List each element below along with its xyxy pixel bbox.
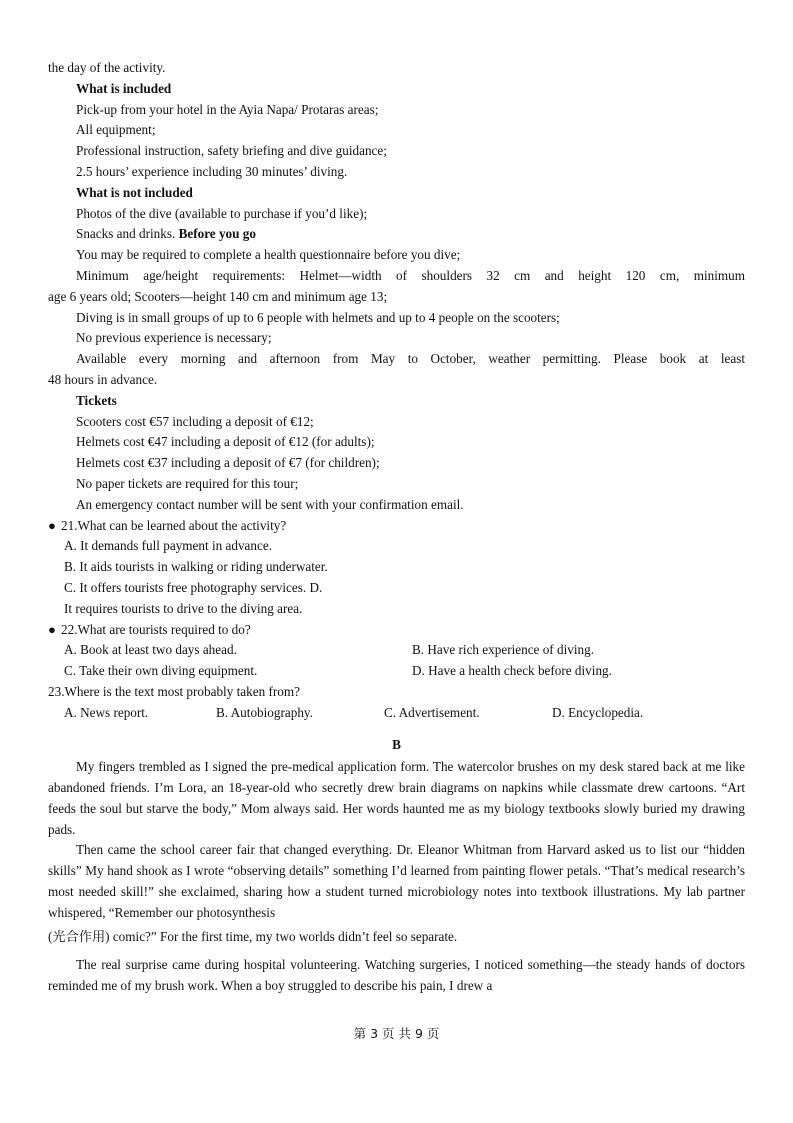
q21-option-d: It requires tourists to drive to the diving area. — [64, 600, 303, 616]
q23-option-d: D. Encyclopedia. — [552, 704, 644, 720]
passage-b-paragraph-1: My fingers trembled as I signed the pre-medical application form. The watercolor brushes on my desk stared back at me like abandoned friends. I’m Lora, an 18-year-old who secretly drew brain diagrams on napkins while classmate drew cartoons. “Art feeds the soul but starve the body,” Mom always said. Her words haunted me as my biology textbooks slowly buried my drawing pads. — [48, 759, 745, 837]
q21-option-c: C. It offers tourists free photography services. D. — [64, 579, 323, 595]
section-b-title: B — [392, 736, 401, 752]
page-footer: 第 3 页 共 9 页 — [353, 1026, 440, 1041]
before-groups: Diving is in small groups of up to 6 people with helmets and up to 4 people on the scooters; — [76, 309, 560, 325]
question-stem: 23.Where is the text most probably taken from? — [48, 683, 300, 699]
not-included-heading: What is not included — [76, 184, 193, 200]
q22-options-row-1 — [48, 640, 745, 661]
before-requirements-cont: age 6 years old; Scooters—height 140 cm and minimum age 13; — [48, 288, 388, 304]
before-availability-cont: 48 hours in advance. — [48, 371, 158, 387]
q23-options-row — [48, 703, 745, 724]
passage-b-paragraph-2-tail: (光合作用) comic?” For the first time, my two worlds didn’t feel so separate. — [48, 928, 458, 944]
before-availability: Available every morning and afternoon from May to October, weather permitting. Please book at least — [76, 351, 745, 367]
question-stem: 22.What are tourists required to do? — [61, 621, 251, 637]
included-item: Professional instruction, safety briefing and dive guidance; — [76, 143, 387, 159]
ticket-item: Helmets cost €47 including a deposit of €12 (for adults); — [76, 434, 375, 450]
question-bullet: ● — [48, 621, 56, 637]
ticket-item: Helmets cost €37 including a deposit of €7 (for children); — [76, 455, 380, 471]
q23-option-c: C. Advertisement. — [384, 704, 480, 720]
included-item: Pick-up from your hotel in the Ayia Napa/ Protaras areas; — [76, 101, 379, 117]
included-item: All equipment; — [76, 122, 156, 138]
not-included-item: Photos of the dive (available to purchase if you’d like); — [76, 205, 368, 221]
q21-option-a: A. It demands full payment in advance. — [64, 538, 273, 554]
included-heading: What is included — [76, 80, 172, 96]
q22-option-b: B. Have rich experience of diving. — [412, 642, 594, 658]
q23-option-a: A. News report. — [64, 704, 149, 720]
q22-option-c: C. Take their own diving equipment. — [64, 663, 258, 679]
question-22 — [48, 620, 745, 641]
q22-option-d: D. Have a health check before diving. — [412, 663, 612, 679]
intro-tail: the day of the activity. — [48, 60, 166, 75]
included-item: 2.5 hours’ experience including 30 minutes’ diving. — [76, 163, 348, 179]
before-questionnaire: You may be required to complete a health questionnaire before you dive; — [76, 247, 461, 263]
before-requirements: Minimum age/height requirements: Helmet—width of shoulders 32 cm and height 120 cm, minimum — [76, 267, 745, 283]
before-experience: No previous experience is necessary; — [76, 330, 272, 346]
passage-b-paragraph-3: The real surprise came during hospital volunteering. Watching surgeries, I noticed something—the steady hands of doctors reminded me of my brush work. When a boy struggled to describe his pain, I drew a — [48, 957, 745, 994]
q22-option-a: A. Book at least two days ahead. — [64, 642, 237, 658]
q22-options-row-2 — [48, 661, 745, 682]
ticket-item: No paper tickets are required for this tour; — [76, 475, 299, 491]
ticket-item: An emergency contact number will be sent with your confirmation email. — [76, 496, 464, 512]
exam-page — [48, 58, 745, 997]
question-stem: 21.What can be learned about the activity? — [61, 517, 287, 533]
not-included-line — [48, 224, 745, 245]
not-included-item: Snacks and drinks. — [76, 226, 176, 242]
question-bullet: ● — [48, 517, 56, 533]
tickets-heading: Tickets — [76, 392, 117, 408]
passage-b-paragraph-2: Then came the school career fair that changed everything. Dr. Eleanor Whitman from Harvard asked us to list our “hidden skills” My hand shook as I wrote “observing details” something I’d learned from painting flower petals. “That’s medical research’s most needed skill!” she exclaimed, sharing how a student turned microbiology notes into textbook illustrations. My lab partner whispered, “Remember our photosynthesis — [48, 842, 745, 920]
before-heading: Before you go — [178, 226, 256, 242]
q23-option-b: B. Autobiography. — [216, 704, 313, 720]
question-23 — [48, 682, 745, 703]
question-21 — [48, 516, 745, 537]
q21-option-b: B. It aids tourists in walking or riding underwater. — [64, 559, 328, 575]
ticket-item: Scooters cost €57 including a deposit of €12; — [76, 413, 314, 429]
